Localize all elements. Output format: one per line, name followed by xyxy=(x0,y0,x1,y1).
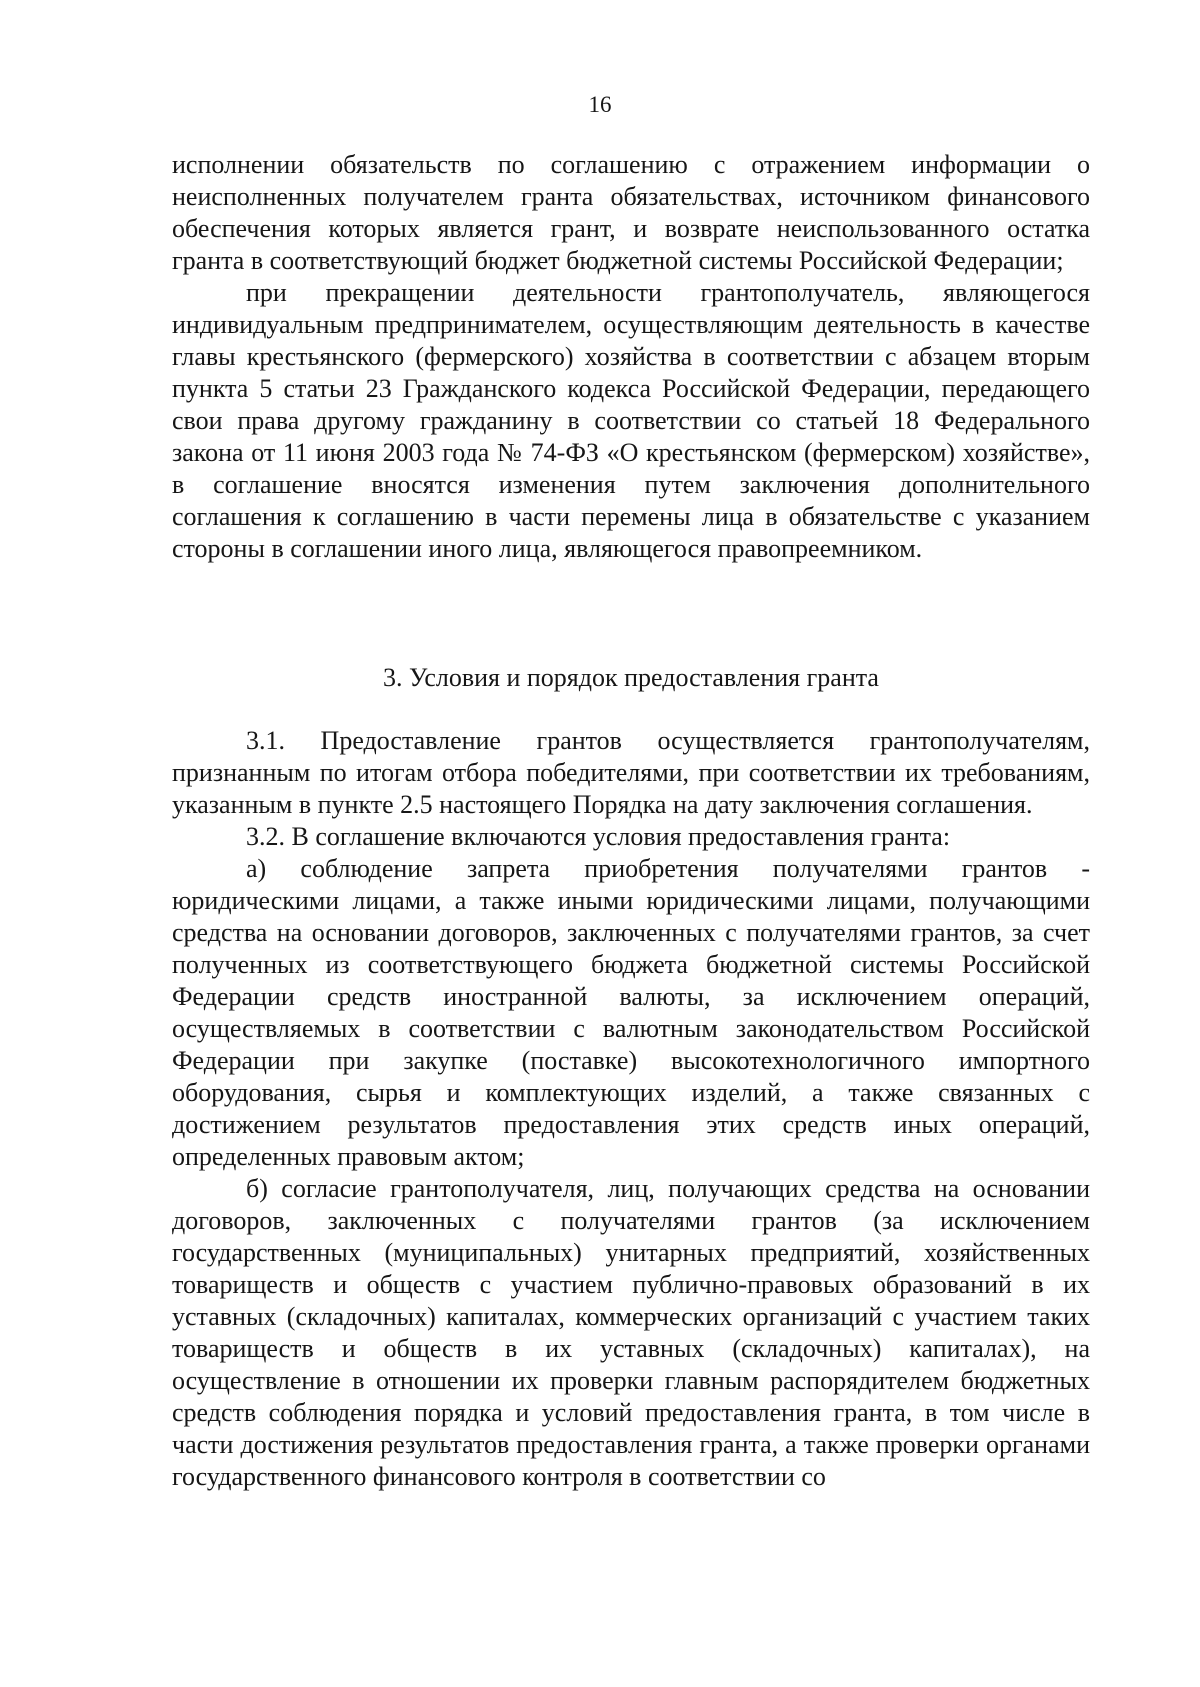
paragraph-continuation: исполнении обязательств по соглашению с отражением информации о неисполненных получателем гранта обязательствах, источником финансового обеспечения которых является грант, и возврате неиспользованного остатка гранта в соответствующий бюджет бюджетной системы Российской Федерации; xyxy=(172,150,1090,275)
section-heading: 3. Условия и порядок предоставления гранта xyxy=(383,663,879,692)
document-body-top xyxy=(172,149,1090,565)
page-number: 16 xyxy=(588,92,612,117)
paragraph-3-1: 3.1. Предоставление грантов осуществляется грантополучателям, признанным по итогам отбора победителями, при соответствии их требованиям, указанным в пункте 2.5 настоящего Порядка на дату заключения соглашения. xyxy=(172,726,1090,819)
paragraph-item-b: б) согласие грантополучателя, лиц, получающих средства на основании договоров, заключенных с получателями грантов (за исключением государственных (муниципальных) унитарных предприятий, хозяйственных товариществ и обществ с участием публично-правовых образований в их уставных (складочных) капиталах, коммерческих организаций с участием таких товариществ и обществ в их уставных (складочных) капиталах), на осуществление в отношении их проверки главным распорядителем бюджетных средств соблюдения порядка и условий предоставления гранта, в том числе в части достижения результатов предоставления гранта, а также проверки органами государственного финансового контроля в соответствии со xyxy=(172,1174,1090,1491)
paragraph-item-a: а) соблюдение запрета приобретения получателями грантов - юридическими лицами, а также иными юридическими лицами, получающими средства на основании договоров, заключенных с получателями грантов, за счет полученных из соответствующего бюджета бюджетной системы Российской Федерации средств иностранной валюты, за исключением операций, осуществляемых в соответствии с валютным законодательством Российской Федерации при закупке (поставке) высокотехнологичного импортного оборудования, сырья и комплектующих изделий, а также связанных с достижением результатов предоставления этих средств иных операций, определенных правовым актом; xyxy=(172,854,1090,1171)
paragraph-termination: при прекращении деятельности грантополучатель, являющегося индивидуальным предпринимателем, осуществляющим деятельность в качестве главы крестьянского (фермерского) хозяйства в соответствии с абзацем вторым пункта 5 статьи 23 Гражданского кодекса Российской Федерации, передающего свои права другому гражданину в соответствии со статьей 18 Федерального закона от 11 июня 2003 года № 74-ФЗ «О крестьянском (фермерском) хозяйстве», в соглашение вносятся изменения путем заключения дополнительного соглашения к соглашению в части перемены лица в обязательстве с указанием стороны в соглашении иного лица, являющегося правопреемником. xyxy=(172,278,1090,563)
paragraph-3-2: 3.2. В соглашение включаются условия предоставления гранта: xyxy=(246,822,951,851)
document-body-bottom xyxy=(172,725,1090,1493)
